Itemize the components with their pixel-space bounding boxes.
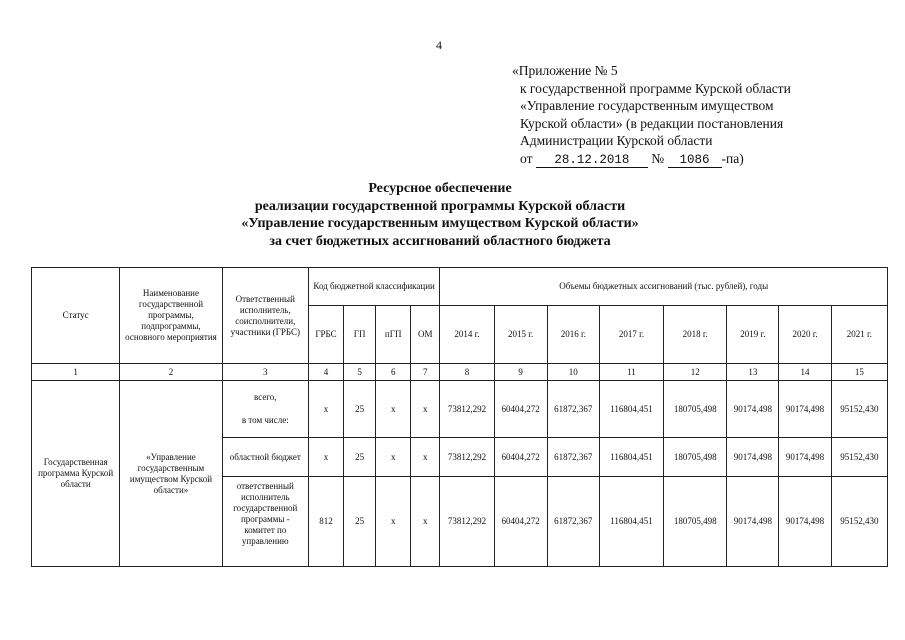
value-cell: 90174,498 [779,438,831,477]
executor-cell: ответственный исполнитель государственной программы - комитет по управлению [222,477,308,567]
status-cell: Государственная программа Курской области [32,381,120,567]
appendix-line: Администрации Курской области [520,133,713,148]
code-cell: 25 [344,381,376,438]
value-cell: 90174,498 [727,438,779,477]
value-cell: 95152,430 [831,381,887,438]
value-cell: 60404,272 [494,381,547,438]
appendix-header [512,62,791,168]
title-line: реализации государственной программы Курской области [254,198,626,214]
column-number: 12 [664,364,727,381]
appendix-date-line [512,150,791,168]
header-year: 2019 г. [727,306,779,364]
header-code: пГП [376,306,411,364]
header-status: Статус [32,268,120,364]
title-line: за счет бюджетных ассигнований областного бюджета [269,233,611,249]
value-cell: 95152,430 [831,438,887,477]
value-cell: 180705,498 [664,381,727,438]
column-number: 1 [32,364,120,381]
header-name: Наименование государственной программы, подпрограммы, основного мероприятия [120,268,222,364]
column-number: 11 [599,364,663,381]
code-cell: х [411,477,440,567]
column-number: 14 [779,364,831,381]
header-year: 2016 г. [547,306,599,364]
appendix-no: № [651,150,665,166]
value-cell: 90174,498 [727,477,779,567]
value-cell: 90174,498 [779,381,831,438]
appendix-ot: от [520,150,533,166]
value-cell: 116804,451 [599,477,663,567]
header-year: 2021 г. [831,306,887,364]
executor-cell [222,381,308,438]
header-year: 2014 г. [440,306,494,364]
column-number-row [32,364,888,381]
code-cell: 25 [344,438,376,477]
header-code: ОМ [411,306,440,364]
header-code: ГРБС [308,306,343,364]
value-cell: 90174,498 [779,477,831,567]
value-cell: 95152,430 [831,477,887,567]
code-cell: 812 [308,477,343,567]
header-year: 2017 г. [599,306,663,364]
table-row [32,381,888,438]
column-number: 10 [547,364,599,381]
value-cell: 60404,272 [494,438,547,477]
value-cell: 180705,498 [664,438,727,477]
appendix-number: 1086 [668,153,722,168]
appendix-line: Курской области» (в редакции постановления [520,115,784,131]
value-cell: 73812,292 [440,477,494,567]
value-cell: 73812,292 [440,381,494,438]
value-cell: 61872,367 [547,381,599,438]
resource-table [31,267,888,567]
title-line: Ресурсное обеспечение [368,181,512,196]
executor-including: в том числе: [241,415,289,425]
header-code-group: Код бюджетной классификации [308,268,439,306]
code-cell: х [376,381,411,438]
header-row [32,268,888,306]
page-number: 4 [436,38,442,52]
title-line: «Управление государственным имуществом Курской области» [241,216,639,231]
code-cell: х [411,438,440,477]
header-executor: Ответственный исполнитель, соисполнители, участники (ГРБС) [222,268,308,364]
column-number: 6 [376,364,411,381]
executor-cell: областной бюджет [222,438,308,477]
code-cell: х [376,438,411,477]
appendix-suffix: -па) [721,150,744,166]
column-number: 15 [831,364,887,381]
value-cell: 90174,498 [727,381,779,438]
column-number: 3 [222,364,308,381]
value-cell: 73812,292 [440,438,494,477]
executor-total: всего, [254,392,277,402]
code-cell: 25 [344,477,376,567]
code-cell: х [411,381,440,438]
value-cell: 116804,451 [599,381,663,438]
document-title [0,180,880,250]
appendix-line: «Приложение № 5 [512,63,618,78]
column-number: 2 [120,364,222,381]
appendix-line: «Управление государственным имуществом [520,98,774,113]
code-cell: х [308,438,343,477]
appendix-line: к государственной программе Курской области [520,80,791,96]
column-number: 7 [411,364,440,381]
column-number: 4 [308,364,343,381]
column-number: 5 [344,364,376,381]
column-number: 9 [494,364,547,381]
program-name-cell: «Управление государственным имуществом Курской области» [120,381,222,567]
column-number: 8 [440,364,494,381]
value-cell: 61872,367 [547,477,599,567]
value-cell: 60404,272 [494,477,547,567]
header-year: 2018 г. [664,306,727,364]
value-cell: 61872,367 [547,438,599,477]
header-code: ГП [344,306,376,364]
code-cell: х [376,477,411,567]
header-year: 2015 г. [494,306,547,364]
value-cell: 116804,451 [599,438,663,477]
header-year: 2020 г. [779,306,831,364]
code-cell: х [308,381,343,438]
header-volume-group: Объемы бюджетных ассигнований (тыс. рублей), годы [440,268,888,306]
column-number: 13 [727,364,779,381]
value-cell: 180705,498 [664,477,727,567]
appendix-date: 28.12.2018 [536,153,648,168]
